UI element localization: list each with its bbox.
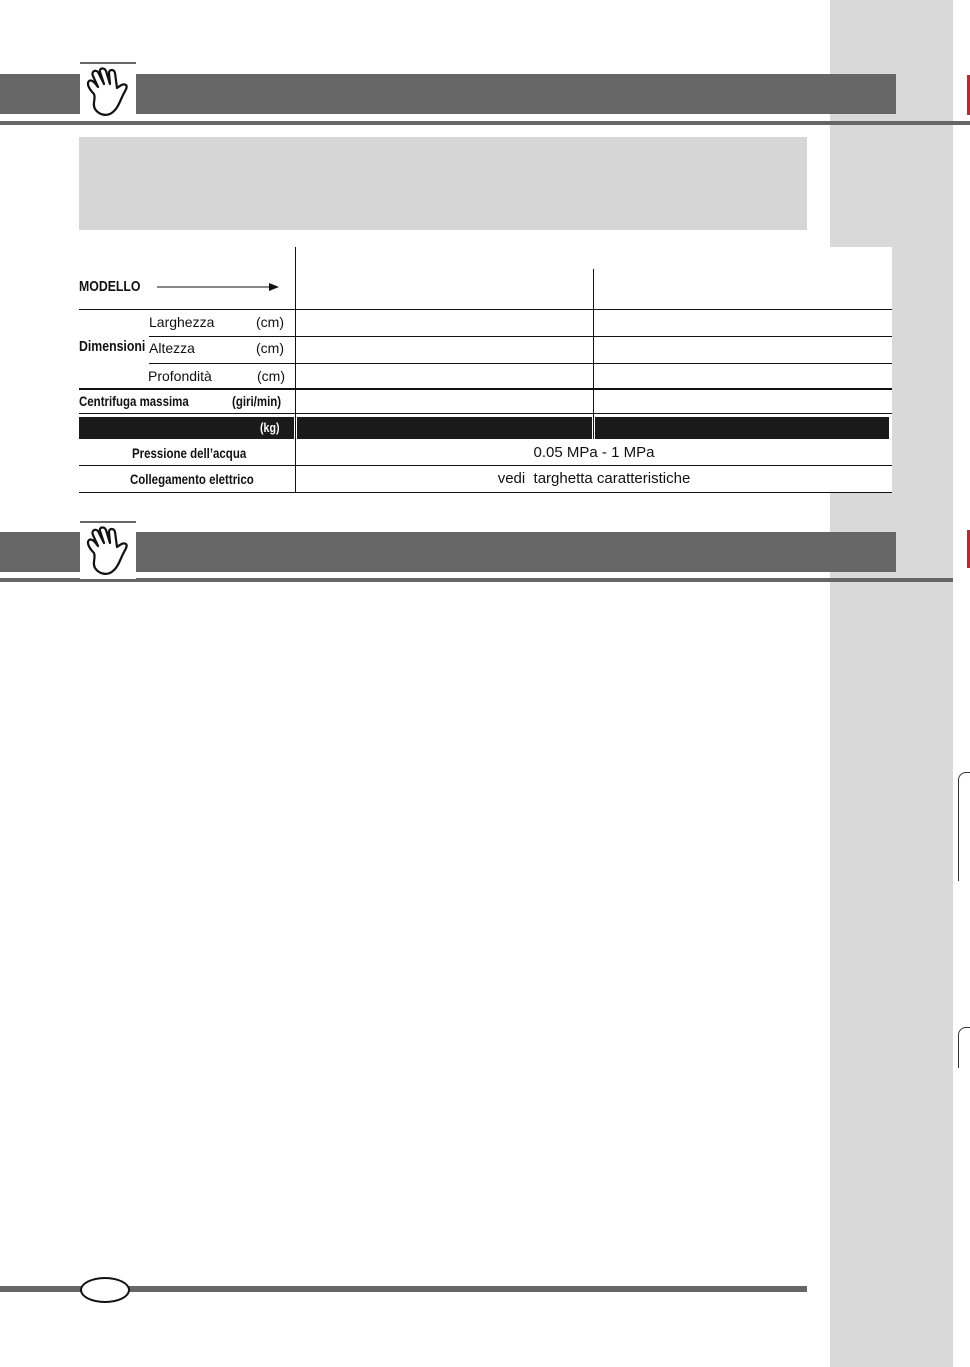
intro-panel: [79, 137, 807, 230]
row-divider: [79, 309, 892, 310]
section-header-rule: [0, 578, 953, 582]
water-pressure-label: Pressione dell’acqua: [132, 445, 247, 461]
hand-icon: [80, 64, 136, 120]
model-label: MODELLO: [79, 278, 141, 295]
load-row-cell: [595, 417, 889, 439]
row-divider: [79, 492, 892, 493]
depth-label: Profondità: [148, 368, 212, 384]
hand-icon: [80, 523, 136, 579]
dimensions-label: Dimensioni: [79, 338, 146, 355]
electrical-label: Collegamento elettrico: [130, 471, 254, 487]
max-spin-unit: (giri/min): [232, 393, 282, 409]
load-row-cell: [297, 417, 592, 439]
height-label: Altezza: [149, 340, 195, 356]
row-divider: [79, 388, 892, 390]
arrow-right-icon: [157, 282, 281, 292]
depth-unit: (cm): [257, 368, 285, 384]
page-edge: [953, 0, 970, 1367]
water-pressure-value: 0.05 MPa - 1 MPa: [533, 444, 655, 461]
section-header-rule: [0, 121, 970, 125]
section-icon-box: [80, 62, 136, 120]
load-unit: (kg): [260, 420, 280, 435]
margin-strip: [830, 0, 953, 1367]
row-divider: [79, 465, 892, 466]
section-icon-box: [80, 521, 136, 579]
width-unit: (cm): [256, 314, 284, 330]
edge-illustration: [958, 1027, 970, 1068]
row-divider: [149, 363, 892, 364]
spec-table: [79, 247, 892, 493]
width-label: Larghezza: [149, 314, 215, 330]
page-number-badge: [80, 1277, 130, 1303]
row-divider: [149, 336, 892, 337]
height-unit: (cm): [256, 340, 284, 356]
max-spin-label: Centrifuga massima: [79, 393, 189, 409]
electrical-value: vedi targhetta caratteristiche: [497, 470, 691, 487]
edge-illustration: [958, 772, 970, 881]
row-divider: [79, 413, 892, 414]
